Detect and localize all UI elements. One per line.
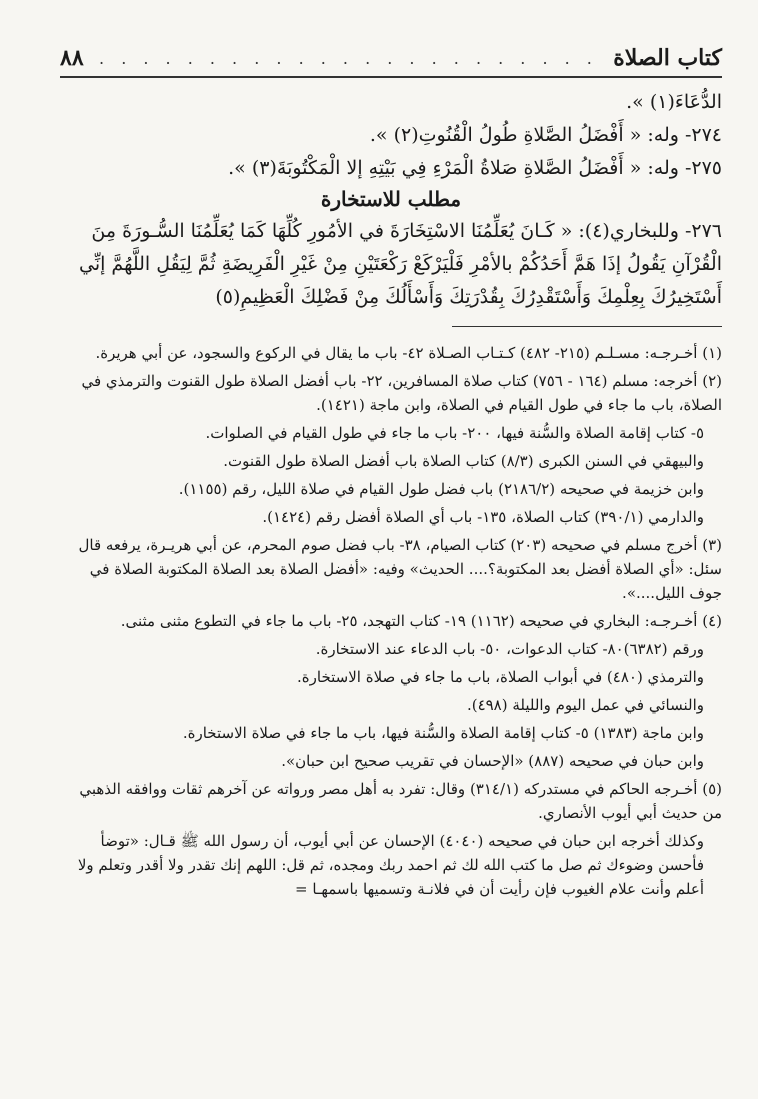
footnote-5: (٥) أخـرجه الحاكم في مستدركه (٣١٤/١) وقال: تفرد به أهل مصر ورواته عن آخرهم ثقات ووافقه الذهبي من حديث أبي أيوب الأنصاري. — [79, 780, 722, 822]
hadith-275: ٢٧٥- وله: « أَفْضَلُ الصَّلاةِ صَلاةُ الْمَرْءِ فِي بَيْتِهِ إلا الْمَكْتُوبَةَ(٣) ». — [228, 157, 722, 179]
footnote-4-cont: والترمذي (٤٨٠) في أبواب الصلاة، باب ما جاء في صلاة الاستخارة. — [297, 668, 704, 686]
hadith-276: ٢٧٦- وللبخاري(٤): « كَـانَ يُعَلِّمُنَا الاسْتِخَارَةَ في الأمُورِ كُلِّهَا كَمَا يُعَلِّمُنَا السُّـورَةَ مِنَ الْقُرْآنِ يَقُولُ إذَا هَمَّ أَحَدُكُمْ بالأمْرِ فَلْيَرْكَعْ رَكْعَتَيْنِ مِنْ غَيْرِ الْفَرِيضَةِ ثُمَّ لِيَقُلِ اللَّهُمَّ إنِّي أَسْتَخِيرُكَ بِعِلْمِكَ وَأَسْتَقْدِرُكَ بِقُدْرَتِكَ وَأَسْأَلُكَ مِنْ فَضْلِكَ الْعَظِيمِ(٥) — [78, 220, 722, 308]
footnote-4-cont: وابن ماجة (١٣٨٣) ٥- كتاب إقامة الصلاة والسُّنة فيها، باب ما جاء في صلاة الاستخارة. — [182, 724, 704, 742]
page-header — [60, 40, 722, 78]
footnote-4-cont: والنسائي في عمل اليوم والليلة (٤٩٨). — [466, 696, 704, 714]
footnote-separator — [452, 326, 722, 327]
footnote-4-cont: وابن حبان في صحيحه (٨٨٧) «الإحسان في تقريب صحيح ابن حبان». — [281, 752, 704, 770]
footnotes — [60, 341, 722, 901]
footnote-2-cont: وابن خزيمة في صحيحه (٢١٨٦/٢) باب فضل طول القيام في صلاة الليل، رقم (١١٥٥). — [178, 480, 704, 498]
footnote-5-cont: وكذلك أخرجه ابن حبان في صحيحه (٤٠٤٠) الإحسان عن أبي أيوب، أن رسول الله ﷺ قـال: «توضأ فأحسن وضوءك ثم صل ما كتب الله لك ثم احمد ربك ومجده، ثم قل: اللهم إنك تقدر ولا أقدر وتعلم ولا أعلم وأنت علام الغيوب فإن رأيت أن في فلانـة وتسميها باسمهـا = — [77, 832, 704, 898]
section-heading: مطلب للاستخارة — [320, 187, 462, 211]
footnote-2-cont: ٥- كتاب إقامة الصلاة والسُّنة فيها، ٢٠٠- باب ما جاء في طول القيام في الصلوات. — [205, 424, 704, 442]
footnote-2-cont: والبيهقي في السنن الكبرى (٨/٣) كتاب الصلاة باب أفضل الصلاة طول القنوت. — [223, 452, 704, 470]
main-text — [60, 86, 722, 314]
hadith-continuation: الدُّعَاءَ(١) ». — [626, 91, 722, 113]
book-page — [60, 40, 722, 1080]
footnote-4: (٤) أخـرجـه: البخاري في صحيحه (١١٦٢) ١٩- كتاب التهجد، ٢٥- باب ما جاء في التطوع مثنى مثنى. — [120, 612, 722, 630]
footnote-4-cont: ورقم (٦٣٨٢)٨٠- كتاب الدعوات، ٥٠- باب الدعاء عند الاستخارة. — [315, 640, 704, 658]
footnote-3: (٣) أخرج مسلم في صحيحه (٢٠٣) كتاب الصيام، ٣٨- باب فضل صوم المحرم، عن أبي هريـرة، يرفعه قال سئل: «أي الصلاة أفضل بعد المكتوبة؟.... الحديث» وفيه: «أفضل الصلاة بعد الصلاة المكتوبة الصلاة في جوف الليل....». — [78, 536, 722, 602]
page-number: ٨٨ — [60, 45, 84, 71]
header-leader-dots: . . . . . . . . . . . . . . . . . . . . . . . — [99, 48, 598, 68]
hadith-274: ٢٧٤- وله: « أَفْضَلُ الصَّلاةِ طُولُ الْقُنُوتِ(٢) ». — [369, 124, 722, 146]
footnote-2-cont: والدارمي (٣٩٠/١) كتاب الصلاة، ١٣٥- باب أي الصلاة أفضل رقم (١٤٢٤). — [262, 508, 704, 526]
footnote-1: (١) أخـرجـه: مسـلـم (٢١٥- ٤٨٢) كـتـاب الصـلاة ٤٢- باب ما يقال في الركوع والسجود، عن أبي هريرة. — [95, 344, 722, 362]
footnote-2: (٢) أخرجه: مسلم (١٦٤ - ٧٥٦) كتاب صلاة المسافرين، ٢٢- باب أفضل الصلاة طول القنوت والترمذي في الصلاة، باب ما جاء في طول القيام في الصلاة، وابن ماجة (١٤٢١). — [81, 372, 722, 414]
chapter-title: كتاب الصلاة — [613, 45, 722, 71]
